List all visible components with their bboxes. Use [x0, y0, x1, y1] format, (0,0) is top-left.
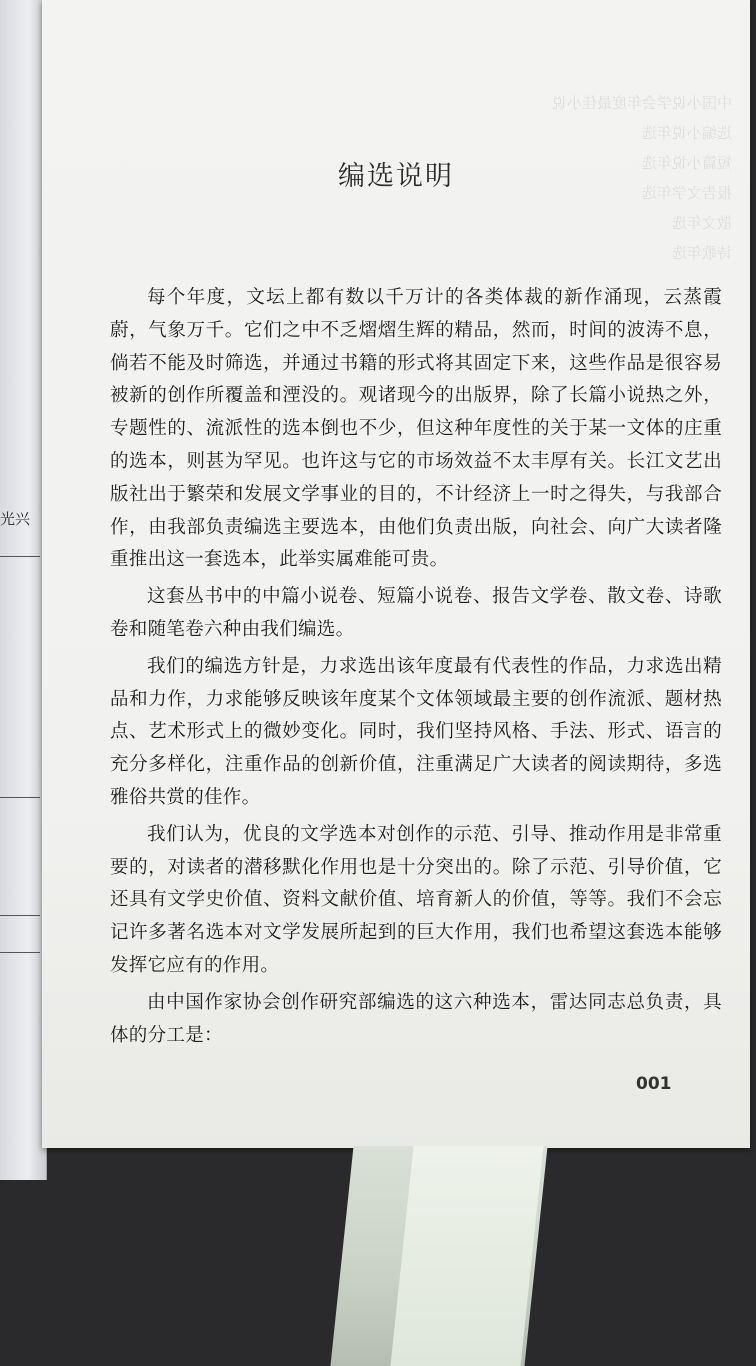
show-through-line: 散文年选	[671, 214, 732, 232]
show-through-line: 选编小说年选	[641, 124, 732, 142]
left-page-rule	[0, 797, 40, 798]
paragraph-value: 我们认为，优良的文学选本对创作的示范、引导、推动作用是非常重要的，对读者的潜移默化作用也是十分突出的。除了示范、引导价值，它还具有文学史价值、资料文献价值、培育新人的价值，等等。我们不会忘记许多著名选本对文学发展所起到的巨大作用，我们也希望这套选本能够发挥它应有的作用。	[110, 823, 722, 976]
paragraph-policy: 我们的编选方针是，力求选出该年度最有代表性的作品，力求选出精品和力作，力求能够反映该年度某个文体领域最主要的创作流派、题材热点、艺术形式上的微妙变化。同时，我们坚持风格、手法、形式、语言的充分多样化，注重作品的创新价值，注重满足广大读者的阅读期待，多选雅俗共赏的佳作。	[110, 655, 722, 808]
page-title: 编选说明	[338, 161, 454, 192]
paragraph-intro: 每个年度，文坛上都有数以千万计的各类体裁的新作涌现，云蒸霞蔚，气象万千。它们之中不乏熠熠生辉的精品，然而，时间的波涛不息，倘若不能及时筛选，并通过书籍的形式将其固定下来，这些作品是很容易被新的创作所覆盖和湮没的。观诸现今的出版界，除了长篇小说热之外，专题性的、流派性的选本倒也不少，但这种年度性的关于某一文体的庄重的选本，则甚为罕见。也许这与它的市场效益不太丰厚有关。长江文艺出版社出于繁荣和发展文学事业的目的，不计经济上一时之得失，与我部合作，由我部负责编选主要选本，由他们负责出版，向社会、向广大读者隆重推出这一套选本，此举实属难能可贵。	[110, 287, 722, 571]
left-page-rule	[0, 915, 40, 916]
show-through-line: 中国小说学会年度最佳小说	[551, 94, 732, 112]
underlying-page	[330, 1146, 547, 1366]
left-page-text-fragment: 光兴	[0, 510, 31, 528]
page-number: 001	[636, 1074, 672, 1094]
book-page	[42, 0, 750, 1148]
left-page-rule	[0, 952, 40, 953]
paragraph-series: 这套丛书中的中篇小说卷、短篇小说卷、报告文学卷、散文卷、诗歌卷和随笔卷六种由我们编选。	[110, 586, 722, 640]
show-through-line: 报告文学年选	[641, 184, 732, 202]
left-page-edge	[0, 0, 47, 1180]
underlying-sheet	[390, 1146, 543, 1366]
show-through-line: 诗歌年选	[671, 244, 732, 262]
body-text	[110, 282, 722, 1056]
paragraph-division: 由中国作家协会创作研究部编选的这六种选本，雷达同志总负责，具体的分工是：	[110, 991, 722, 1046]
left-page-rule	[0, 556, 40, 557]
show-through-line: 短篇小说年选	[641, 154, 732, 172]
